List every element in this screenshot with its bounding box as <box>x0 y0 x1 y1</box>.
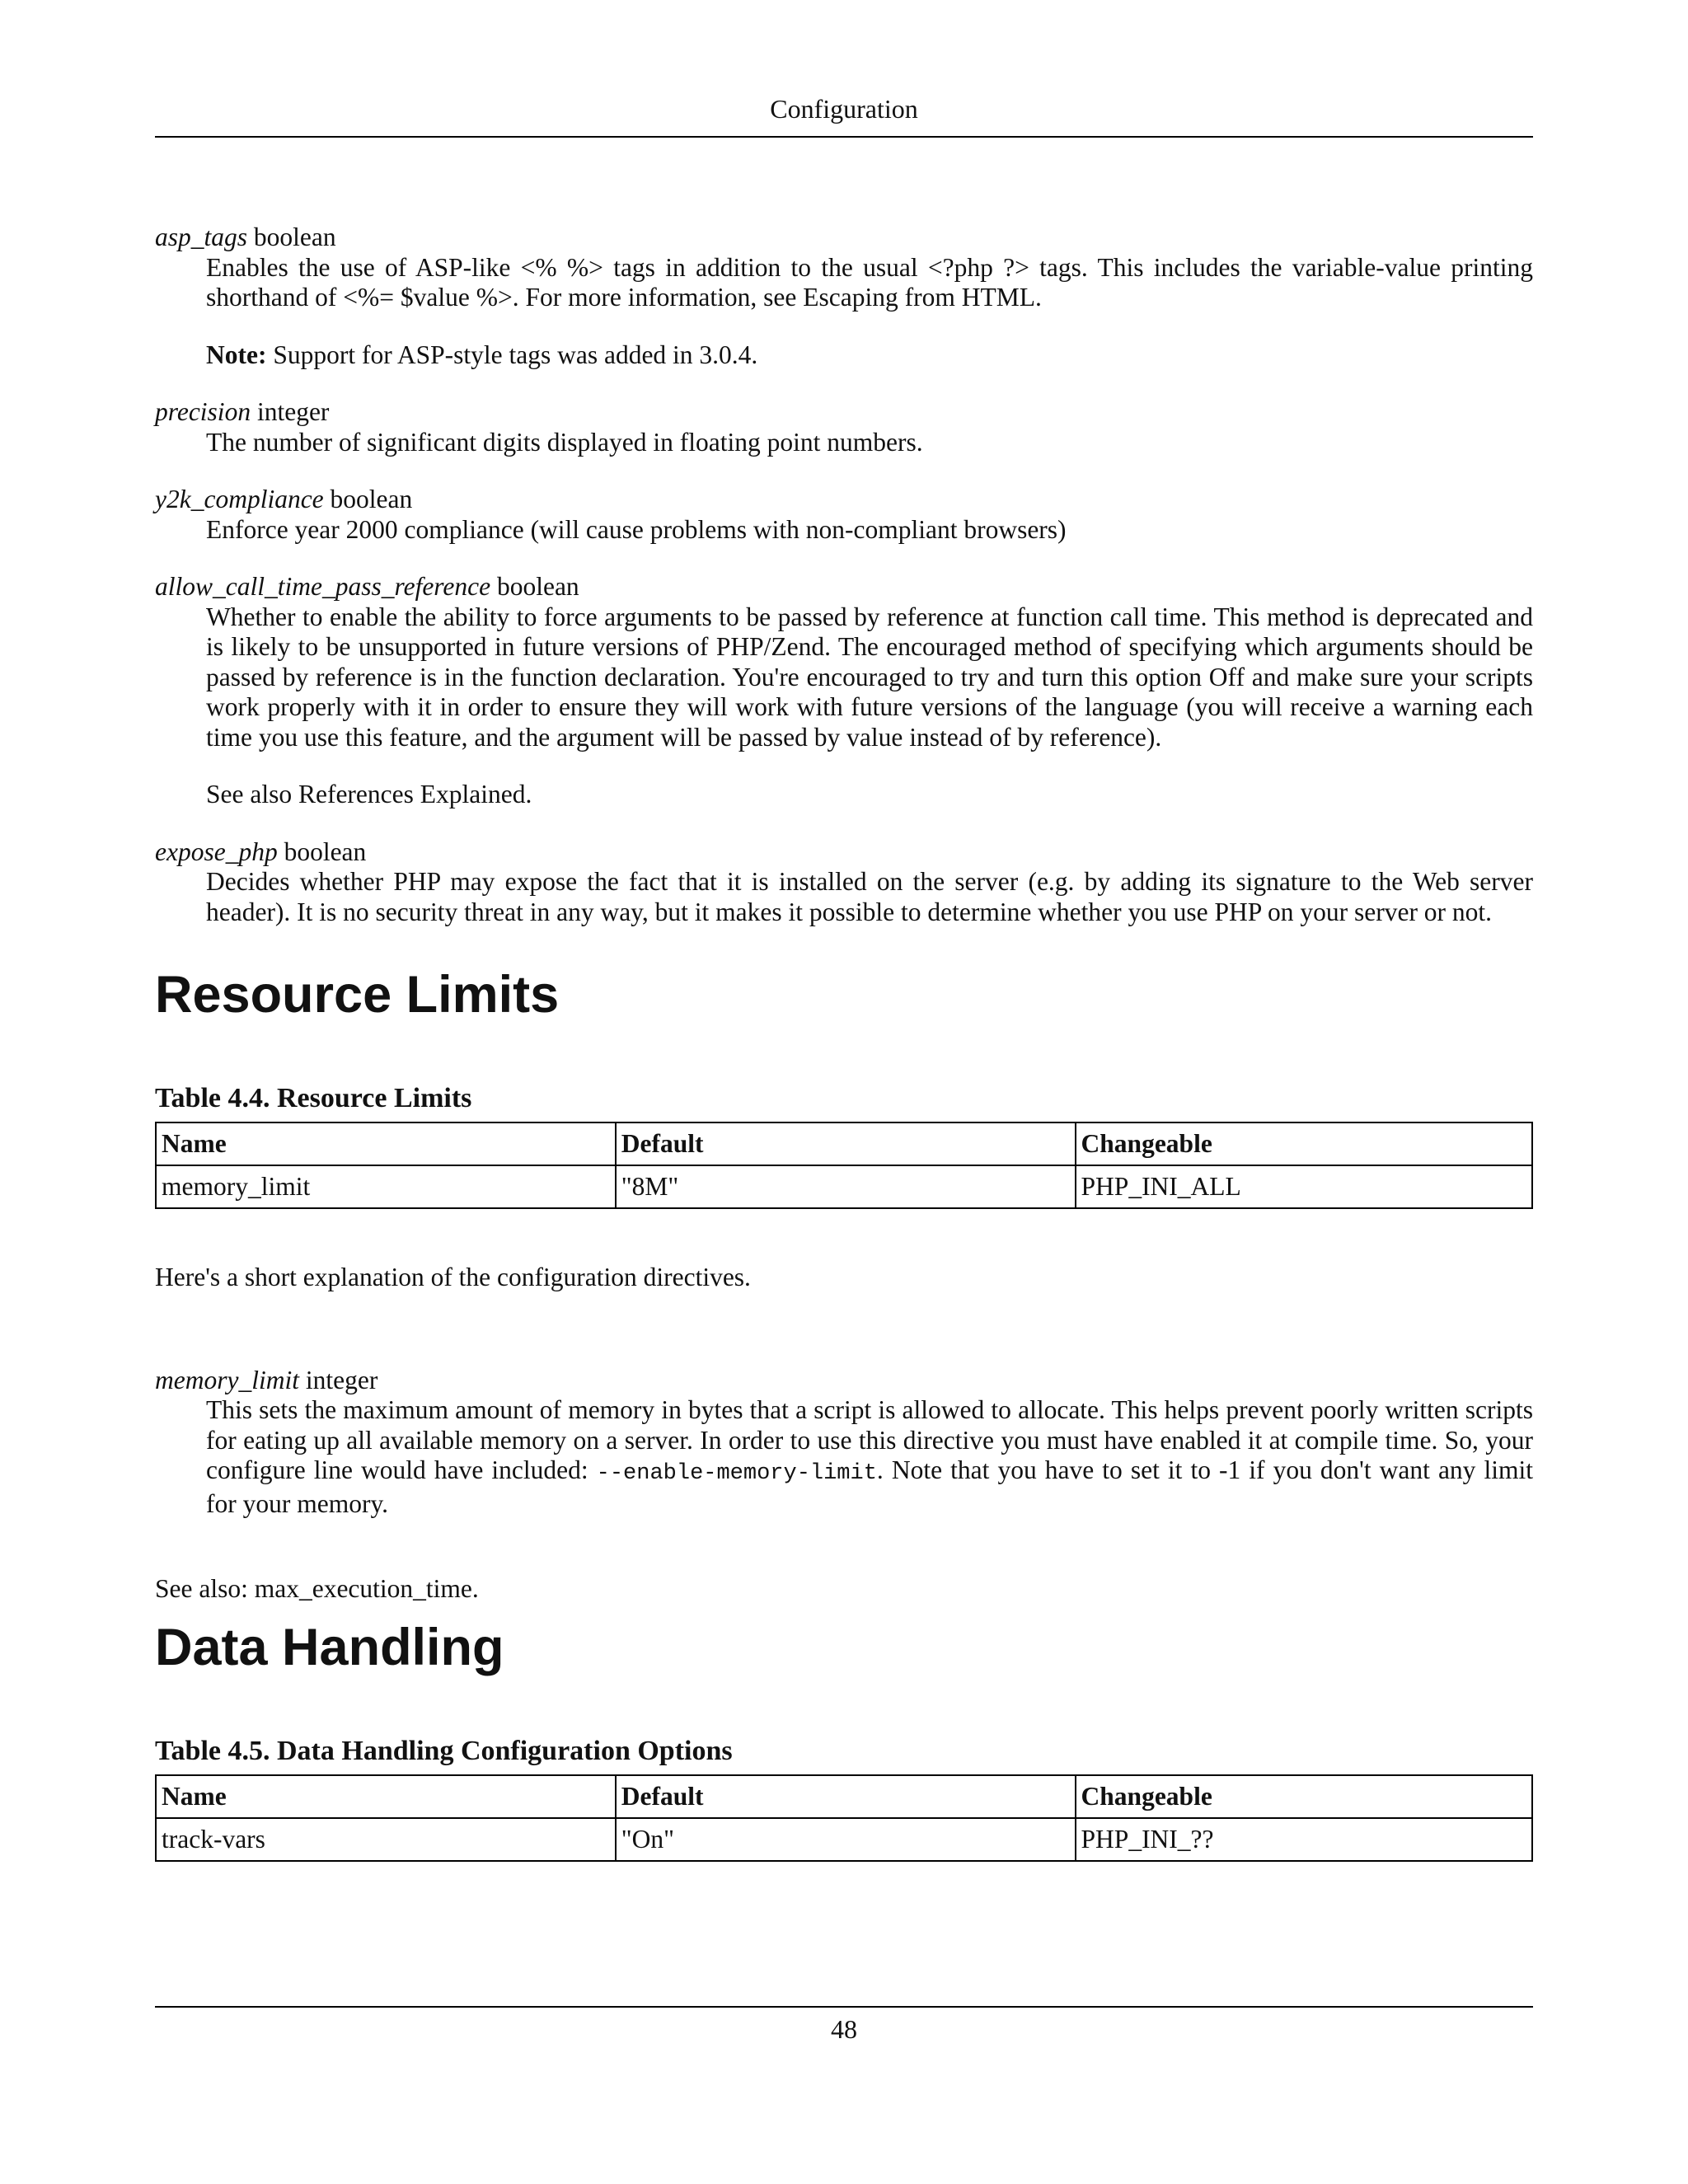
column-header: Default <box>616 1122 1076 1165</box>
column-header: Name <box>156 1775 616 1818</box>
directive-term <box>155 1366 1533 1396</box>
page-content <box>155 223 1533 1862</box>
resource-limits-table <box>155 1122 1533 1209</box>
directive-type: boolean <box>284 837 367 866</box>
see-also-paragraph: See also: max_execution_time. <box>155 1574 479 1603</box>
intro-paragraph: Here's a short explanation of the configuration directives. <box>155 1263 751 1291</box>
directive-description <box>206 253 1533 371</box>
code-literal: --enable-memory-limit <box>596 1461 877 1486</box>
directive-description <box>206 515 1533 546</box>
directive-text <box>206 1395 1533 1519</box>
column-header: Changeable <box>1076 1122 1532 1165</box>
directive-name: allow_call_time_pass_reference <box>155 572 491 601</box>
directive-list <box>155 1366 1533 1520</box>
directive-name: precision <box>155 397 251 426</box>
note-label: Note: <box>206 340 267 369</box>
table-cell: "8M" <box>616 1165 1076 1208</box>
running-header: Configuration <box>770 94 918 124</box>
data-handling-table <box>155 1774 1533 1862</box>
directive-text: Enforce year 2000 compliance (will cause problems with non-compliant browsers) <box>206 514 1067 544</box>
table-header-row <box>156 1122 1532 1165</box>
section-heading-resource-limits: Resource Limits <box>155 966 560 1024</box>
directive-text-part: . Note that you have to set it to -1 if you don't want any limit for your memory. <box>206 1455 1533 1518</box>
directive-list <box>155 223 1533 927</box>
table-cell: memory_limit <box>156 1165 616 1208</box>
table-row <box>156 1165 1532 1208</box>
table-cell: track-vars <box>156 1818 616 1861</box>
page-number: 48 <box>831 2014 857 2044</box>
directive-description <box>206 602 1533 810</box>
column-header: Name <box>156 1122 616 1165</box>
directive-note <box>206 340 1533 371</box>
directive-type: boolean <box>330 485 413 513</box>
directive-description <box>206 867 1533 927</box>
document-page <box>155 0 1533 2184</box>
directive-description <box>206 428 1533 458</box>
column-header: Changeable <box>1076 1775 1532 1818</box>
directive-term <box>155 223 1533 253</box>
directive-term <box>155 572 1533 602</box>
table-header-row <box>156 1775 1532 1818</box>
directive-see-also: See also References Explained. <box>206 780 532 808</box>
table-caption: Table 4.5. Data Handling Configuration Options <box>155 1735 733 1766</box>
header-rule <box>155 136 1533 138</box>
directive-text-part: This sets the maximum amount of memory in bytes that a script is allowed to allocate. This helps prevent poorly written scripts for eating up all available memory on a server. In order to use this directive you must have enabled it at compile time. So, your configure line would have included: <box>206 1395 1533 1484</box>
table-cell: "On" <box>616 1818 1076 1861</box>
table-caption: Table 4.4. Resource Limits <box>155 1083 472 1113</box>
table-cell: PHP_INI_?? <box>1076 1818 1532 1861</box>
directive-term <box>155 837 1533 868</box>
footer-rule <box>155 2006 1533 2008</box>
directive-type: integer <box>305 1365 378 1394</box>
directive-description <box>206 1395 1533 1519</box>
directive-type: boolean <box>253 223 336 251</box>
table-cell: PHP_INI_ALL <box>1076 1165 1532 1208</box>
section-heading-data-handling: Data Handling <box>155 1618 504 1676</box>
directive-name: expose_php <box>155 837 278 866</box>
directive-term <box>155 397 1533 428</box>
directive-name: y2k_compliance <box>155 485 324 513</box>
directive-text: Decides whether PHP may expose the fact that it is installed on the server (e.g. by adding its signature to the Web server header). It is no security threat in any way, but it makes it possible to determine whether you use PHP on your server or not. <box>206 867 1533 926</box>
directive-text: The number of significant digits displayed in floating point numbers. <box>206 427 923 457</box>
directive-name: memory_limit <box>155 1365 299 1394</box>
directive-type: integer <box>256 397 330 426</box>
directive-term <box>155 485 1533 515</box>
note-text: Support for ASP-style tags was added in 3.0.4. <box>273 340 758 369</box>
directive-text: Whether to enable the ability to force arguments to be passed by reference at function call time. This method is deprecated and is likely to be unsupported in future versions of PHP/Zend. The encouraged method of specifying which arguments should be passed by reference is in the function declaration. You're encouraged to try and turn this option Off and make sure your scripts work properly with it in order to ensure they will work with future versions of the language (you will receive a warning each time you use this feature, and the argument will be passed by value instead of by reference). <box>206 602 1533 752</box>
directive-name: asp_tags <box>155 223 248 251</box>
directive-type: boolean <box>496 572 579 601</box>
directive-text: Enables the use of ASP-like <% %> tags in addition to the usual <?php ?> tags. This includes the variable-value printing shorthand of <%= $value %>. For more information, see Escaping from HTML. <box>206 252 1533 312</box>
table-row <box>156 1818 1532 1861</box>
column-header: Default <box>616 1775 1076 1818</box>
